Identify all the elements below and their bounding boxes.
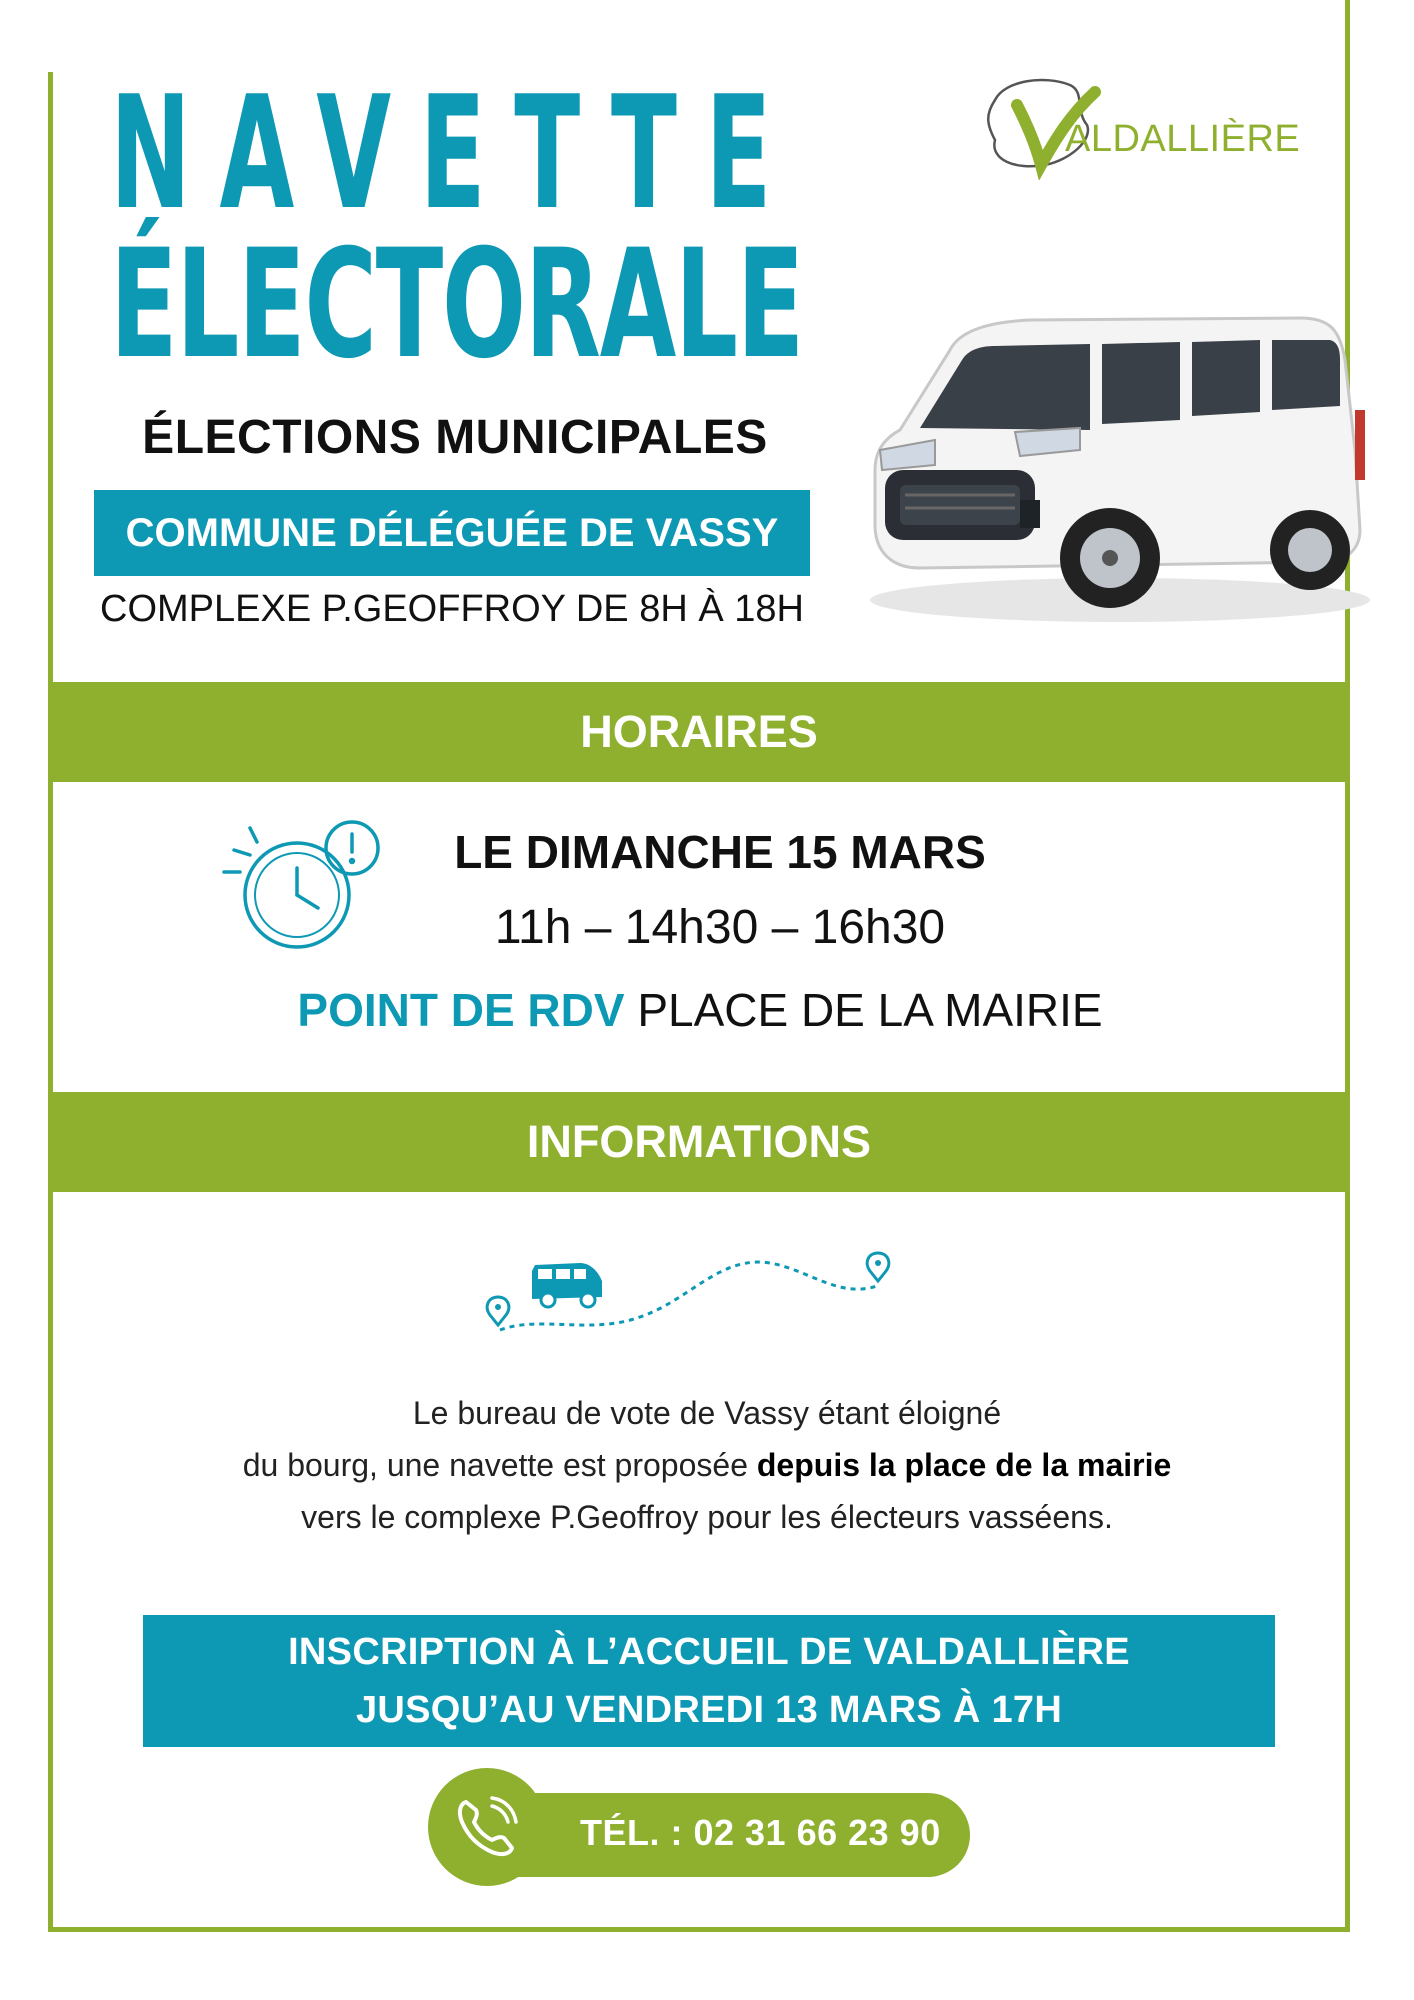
info-line-2	[120, 1447, 1294, 1484]
informations-heading: INFORMATIONS	[526, 1116, 872, 1167]
logo-text: ALDALLIÈRE	[1065, 118, 1301, 160]
meeting-point-place: PLACE DE LA MAIRIE	[637, 984, 1103, 1036]
elections-subtitle: ÉLECTIONS MUNICIPALES	[142, 411, 768, 464]
shuttle-times: 11h – 14h30 – 16h30	[494, 901, 946, 954]
info-line-3: vers le complexe P.Geoffroy pour les électeurs vasséens.	[301, 1499, 1113, 1535]
event-date: LE DIMANCHE 15 MARS	[454, 826, 986, 878]
phone-number: TÉL. : 02 31 66 23 90	[580, 1812, 941, 1853]
info-line-1: Le bureau de vote de Vassy étant éloigné	[412, 1395, 1002, 1431]
frame-left-border	[48, 72, 53, 1932]
inscription-line-2: JUSQU’AU VENDREDI 13 MARS À 17H	[355, 1689, 1063, 1731]
title-electorale: ÉLECTORALE	[110, 218, 804, 392]
commune-label: COMMUNE DÉLÉGUÉE DE VASSY	[125, 510, 779, 555]
info-line-2-bold: depuis la place de la mairie	[756, 1447, 1172, 1483]
title-navette: NAVETTE	[110, 62, 801, 244]
meeting-point	[200, 983, 1200, 1037]
frame-right-border	[1345, 0, 1350, 1932]
phone-icon	[452, 1792, 522, 1862]
horaires-band	[48, 682, 1350, 782]
van-illustration	[840, 300, 1380, 630]
inscription-banner	[143, 1615, 1275, 1747]
location-hours: COMPLEXE P.GEOFFROY DE 8H À 18H	[100, 588, 804, 630]
meeting-point-label: POINT DE RDV	[297, 984, 625, 1036]
frame-bottom-border	[48, 1927, 1350, 1932]
van-route-icon	[480, 1245, 900, 1345]
informations-band	[48, 1092, 1350, 1192]
inscription-line-1: INSCRIPTION À L’ACCUEIL DE VALDALLIÈRE	[288, 1631, 1130, 1673]
info-line-2-text: du bourg, une navette est proposée	[242, 1447, 757, 1483]
commune-banner	[94, 490, 810, 576]
horaires-heading: HORAIRES	[580, 706, 818, 757]
